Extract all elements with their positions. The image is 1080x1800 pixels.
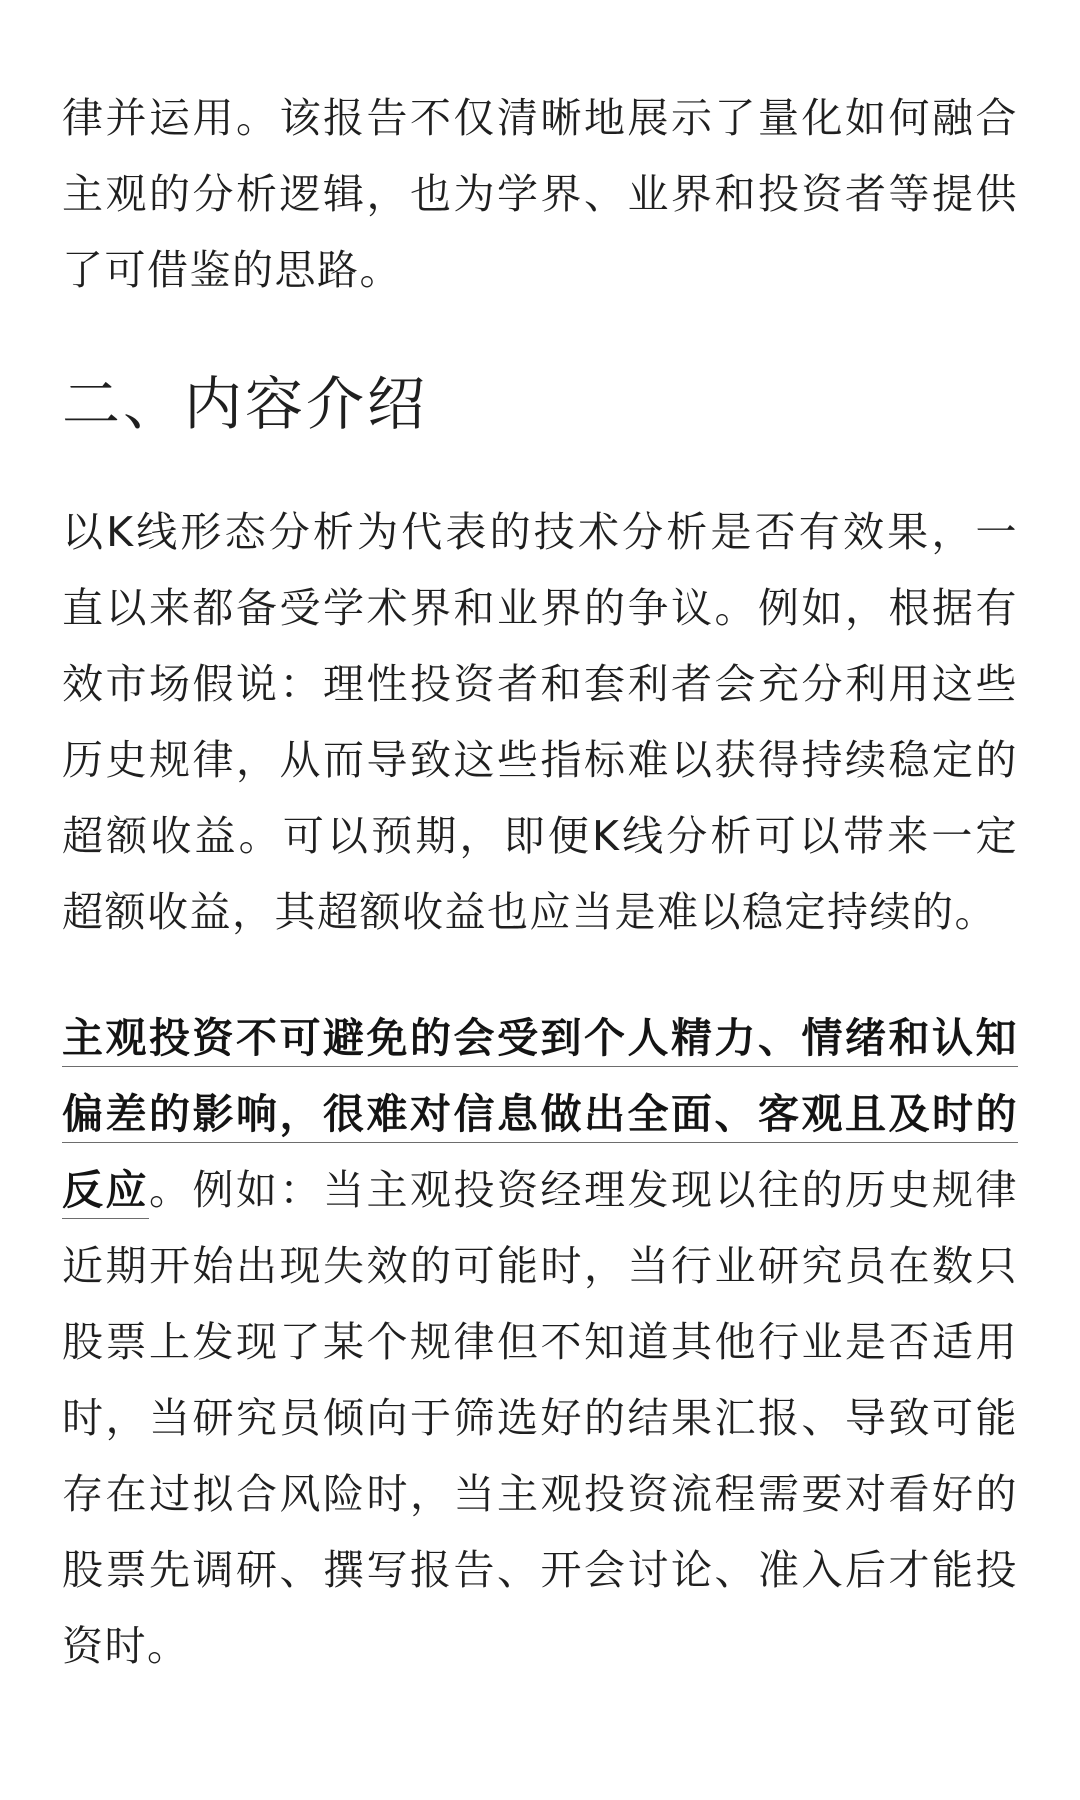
paragraph-intro-tail: 律并运用。该报告不仅清晰地展示了量化如何融合主观的分析逻辑，也为学界、业界和投资者等提供了可借鉴的思路。 xyxy=(62,94,1018,294)
paragraph-kline-analysis: 以K线形态分析为代表的技术分析是否有效果，一直以来都备受学术界和业界的争议。例如，根据有效市场假说：理性投资者和套利者会充分利用这些历史规律，从而导致这些指标难以获得持续稳定的超额收益。可以预期，即便K线分析可以带来一定超额收益，其超额收益也应当是难以稳定持续的。 xyxy=(62,508,1018,936)
paragraph-subjective-investing xyxy=(62,1000,1018,1684)
section-heading: 二、内容介绍 xyxy=(62,370,429,438)
emphasized-text: 主观投资不可避免的会受到个人精力、情绪和认知偏差的影响，很难对信息做出全面、客观且及时的反应 xyxy=(62,1014,1018,1214)
paragraph-subjective-rest: 。例如：当主观投资经理发现以往的历史规律近期开始出现失效的可能时，当行业研究员在数只股票上发现了某个规律但不知道其他行业是否适用时，当研究员倾向于筛选好的结果汇报、导致可能存在过拟合风险时，当主观投资流程需要对看好的股票先调研、撰写报告、开会讨论、准入后才能投资时。 xyxy=(62,1166,1018,1670)
